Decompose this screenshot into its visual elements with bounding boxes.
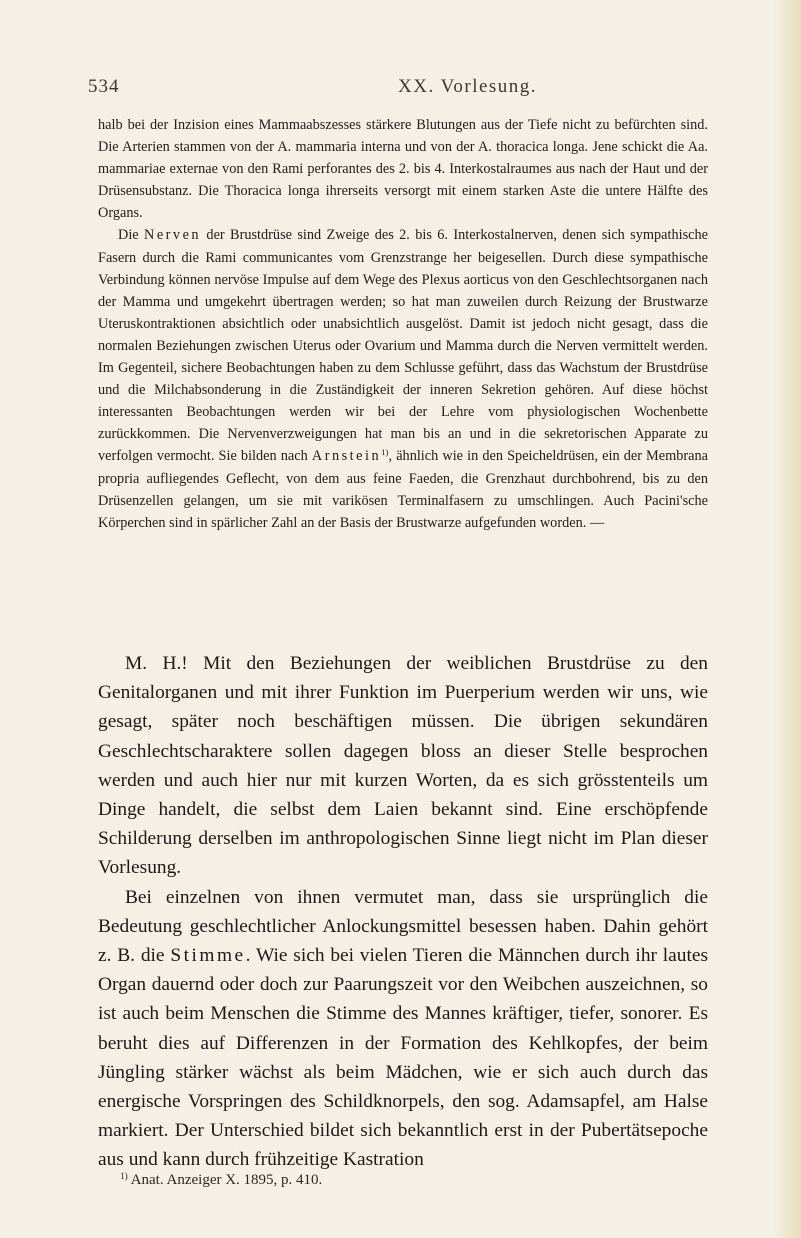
page-number: 534 (88, 76, 120, 97)
text-span: der Brustdrüse sind Zweige des 2. bis 6. Interkostalnerven, denen sich sympathische Fasern durch die Rami communicantes vom Grenzstrange her beigesellen. Durch diese sympathische Verbindung können nervöse Impulse auf dem Wege des Plexus aorticus von den Geschlechtsorganen nach der Mamma und umgekehrt übertragen werden; so hat man zuweilen durch Reizung der Brustwarze Uteruskontraktionen absichtlich oder unabsichtlich ausgelöst. Damit ist jedoch nicht gesagt, dass die normalen Beziehungen zwischen Uterus oder Ovarium und Mamma durch die Nerven vermittelt werden. Im Gegenteil, sichere Beobachtungen haben zu dem Schlusse geführt, dass das Wachstum der Brustdrüse und die Milchabsonderung in die Zuständigkeit der inneren Sekretion gehören. Auf diese höchst interessanten Beobachtungen werden wir bei der Lehre vom physiologischen Wochenbette zurückkommen. Die Nervenverzweigungen hat man bis an und in die sekretorischen Apparate zu verfolgen vermocht. Sie bilden nach (98, 227, 708, 465)
paragraph-nerves (98, 224, 708, 533)
running-title: XX. Vorlesung. (398, 76, 538, 97)
footnote-text: Anat. Anzeiger X. 1895, p. 410. (127, 1172, 323, 1188)
text-span: , ähnlich wie in den Speicheldrüsen, ein der Membrana propria aufliegendes Geflecht, von dem aus feine Faeden, die Grenzhaut durchbohrend, bis zu den Drüsenzellen gelangen, um sie mit varikösen Terminalfasern zu umschlingen. Auch Pacini'sche Körperchen sind in spärlicher Zahl an der Basis der Brustwarze aufgefunden worden. — (98, 448, 708, 531)
emphasis-stimme: Stimme (170, 945, 246, 967)
page-edge-shading (773, 0, 801, 1238)
footnote-marker: 1) (120, 1171, 128, 1182)
text-span: . Wie sich bei vielen Tieren die Männchen durch ihr lautes Organ dauernd oder doch zur Paarungszeit vor den Weibchen auszeichnen, so ist auch beim Menschen die Stimme des Mannes kräftiger, tiefer, sonorer. Es beruht dies auf Differenzen in der Formation des Kehlkopfes, der beim Jüngling stärker wächst als beim Mädchen, wie er sich auch durch das energische Vorspringen des Schildknorpels, den sog. Adamsapfel, am Halse markiert. Der Unterschied bildet sich bekanntlich erst in der Pubertätsepoche aus und kann durch frühzeitige Kastration (98, 945, 709, 1171)
footnote-reference[interactable]: 1) (381, 447, 389, 458)
paragraph-blood-supply: halb bei der Inzision eines Mammaabszesses stärkere Blutungen aus der Tiefe nicht zu befürchten sind. Die Arterien stammen von der A. mammaria interna und von der A. thoracica longa. Jene schickt die Aa. mammariae externae von den Rami perforantes des 2. bis 4. Interkostalraumes aus nach der Haut und der Drüsensubstanz. Die Thoracica longa ihrerseits versorgt mit einem starken Aste die untere Hälfte des Organs. (98, 117, 708, 222)
text-span: Die (118, 227, 144, 244)
footnote (120, 1172, 322, 1189)
emphasis-arnstein: Arnstein (311, 448, 382, 465)
main-text-section (98, 649, 708, 1175)
text-span: Bei einzelnen von ihnen vermutet man, dass sie ursprünglich die Bedeutung geschlechtlicher Anlockungsmittel besessen haben. Dahin gehört z. B. die (98, 886, 708, 967)
paragraph-voice (98, 883, 708, 1175)
paragraph-secondary-characteristics: M. H.! Mit den Beziehungen der weiblichen Brustdrüse zu den Genitalorganen und mit ihrer Funktion im Puerperium werden wir uns, wie gesagt, später noch beschäftigen müssen. Die übrigen sekundären Geschlechtscharaktere sollen dagegen bloss an dieser Stelle besprochen werden und auch hier nur mit kurzen Worten, da es sich grösstenteils um Dinge handelt, die selbst dem Laien bekannt sind. Eine erschöpfende Schilderung derselben im anthropologischen Sinne liegt nicht im Plan dieser Vorlesung. (98, 653, 708, 879)
small-print-section (98, 114, 708, 534)
emphasis-nerven: Nerven (144, 227, 202, 244)
running-header (88, 76, 708, 104)
